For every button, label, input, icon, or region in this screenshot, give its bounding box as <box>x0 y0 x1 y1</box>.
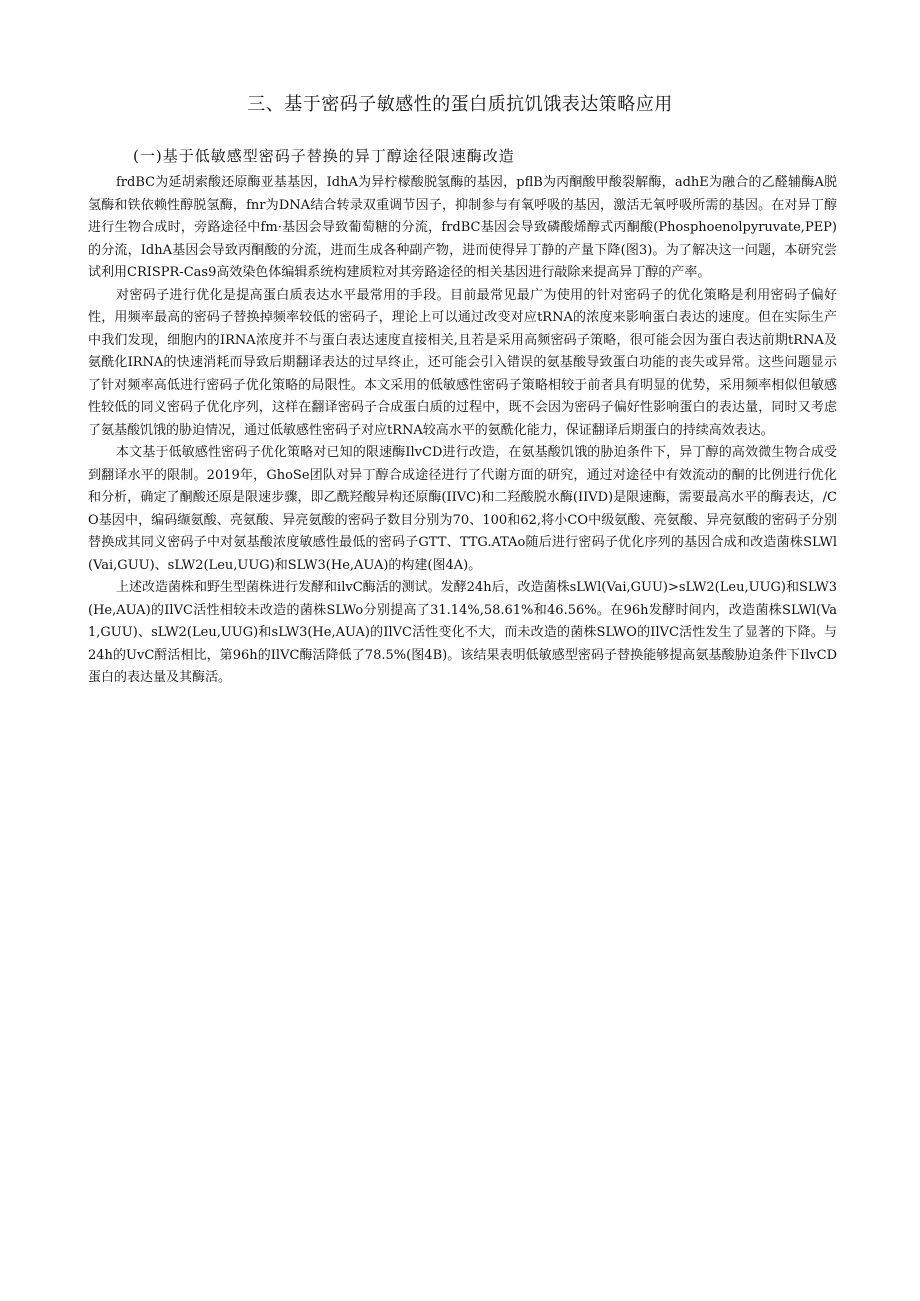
paragraph-3: 本文基于低敏感性密码子优化策略对已知的限速酶IlvCD进行改造，在氨基酸饥饿的胁迫条件下，异丁醇的高效微生物合成受到翻译水平的限制。2019年，GhoSe团队对异丁醇合成途径进行了代谢方面的研究，通过对途径中有效流动的酮的比例进行优化和分析，确定了酮酸还原是限速步骤，即乙酰羟酸异构还原酶(IIVC)和二羟酸脱水酶(IIVD)是限速酶，需要最高水平的酶表达，/CO基因中，编码缬氨酸、亮氨酸、异亮氨酸的密码子数目分别为70、100和62,将小CO中级氨酸、亮氨酸、异亮氨酸的密码子分别替换成其同义密码子中对氨基酸浓度敏感性最低的密码子GTT、TTG.ATAo随后进行密码子优化序列的基因合成和改造菌株SLWl(Vai,GUU)、sLW2(Leu,UUG)和SLW3(He,AUA)的构建(图4A)。 <box>88 445 837 573</box>
paragraph-1: frdBC为延胡索酸还原酶亚基基因，IdhA为异柠檬酸脱氢酶的基因，pflB为丙酮酸甲酸裂解酶，adhE为融合的乙醛辅酶A脱氢酶和铁依赖性醇脱氢酶，fnr为DNA结合转录双重调节因子，抑制参与有氧呼吸的基因，激活无氧呼吸所需的基因。在对异丁醇进行生物合成时，旁路途径中fm·基因会导致葡萄糖的分流，frdBC基因会导致磷酸烯醇式丙酮酸(Phosphoenolpyruvate,PEP)的分流，IdhA基因会导致丙酮酸的分流，进而生成各种副产物，进而使得异丁静的产量下降(图3)。为了解决这一问题，本研究尝试利用CRISPR-Cas9高效染色体编辑系统构建质粒对其旁路途径的相关基因进行敲除来提高异丁醇的产率。 <box>88 175 837 280</box>
paragraph-4: 上述改造菌株和野生型菌株进行发酵和ilvC酶活的测试。发酵24h后，改造菌株sLWl(Vai,GUU)>sLW2(Leu,UUG)和SLW3(He,AUA)的IlVC活性相较未改造的菌株SLWo分别提高了31.14%,58.61%和46.56%。在96h发酵时间内，改造菌株SLWl(Va1,GUU)、sLW2(Leu,UUG)和sLW3(He,AUA)的IlVC活性变化不大，而未改造的菌株SLWO的IlVC活性发生了显著的下降。与24h的UvC酹活相比，第96h的IlVC酶活降低了78.5%(图4B)。该结果表明低敏感型密码子替换能够提高氨基酸胁迫条件下IlvCD蛋白的表达量及其酶活。 <box>88 580 837 685</box>
section-title: 三、基于密码子敏感性的蛋白质抗饥饿表达策略应用 <box>247 94 673 115</box>
body-text <box>88 172 837 690</box>
subsection-title: (一)基于低敏感型密码子替换的异丁醇途径限速酶改造 <box>133 147 515 165</box>
paragraph-2: 对密码子进行优化是提高蛋白质表达水平最常用的手段。目前最常见最广为使用的针对密码子的优化策略是利用密码子偏好性，用频率最高的密码子替换掉频率较低的密码子，理论上可以通过改变对应tRNA的浓度来影响蛋白表达的速度。但在实际生产中我们发现，细胞内的IRNA浓度并不与蛋白表达速度直接相关,且若是采用高频密码子策略，很可能会因为蛋白表达前期tRNA及氨酰化IRNA的快速消耗而导致后期翻译表达的过早终止，还可能会引入错误的氨基酸导致蛋白功能的丧失或异常。这些问题显示了针对频率高低进行密码子优化策略的局限性。本文采用的低敏感性密码子策略相较于前者具有明显的优势，采用频率相似但敏感性较低的同义密码子优化序列，这样在翻译密码子合成蛋白质的过程中，既不会因为密码子偏好性影响蛋白的表达量，同时又考虑了氨基酸饥饿的胁迫情况，通过低敏感性密码子对应tRNA较高水平的氨酰化能力，保证翻译后期蛋白的持续高效表达。 <box>88 287 837 438</box>
